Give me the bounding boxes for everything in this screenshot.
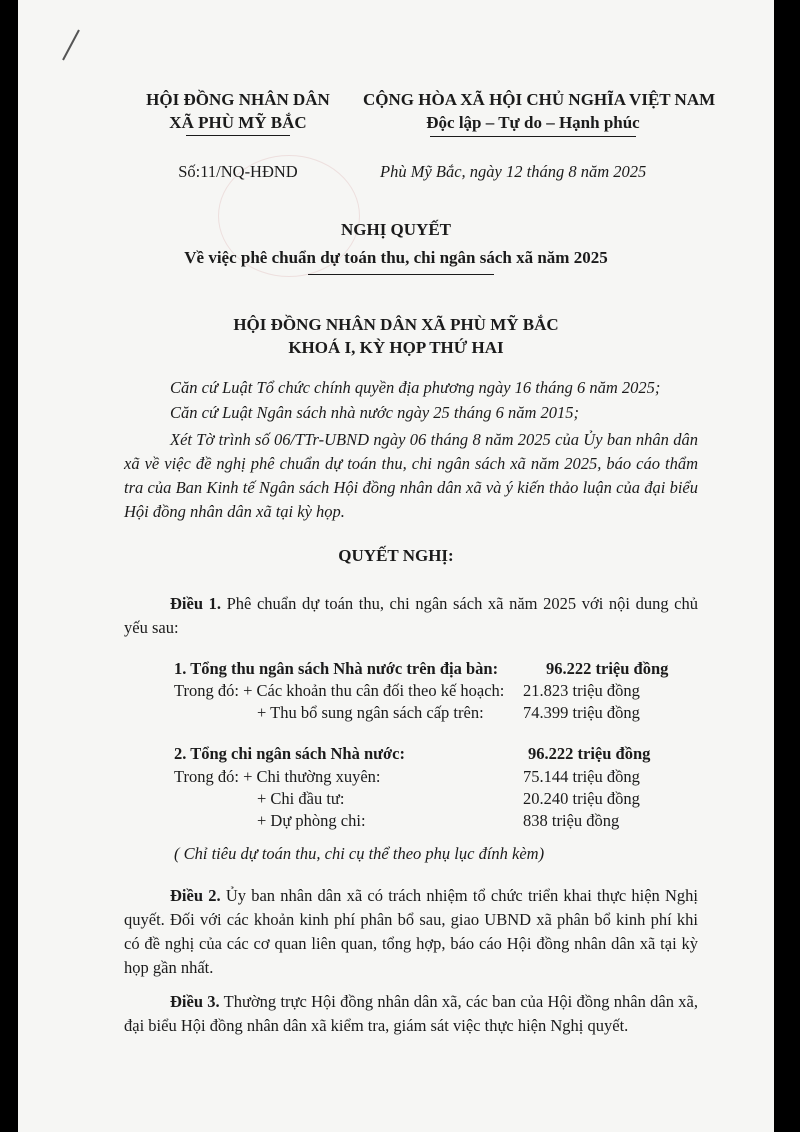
header-country: CỘNG HÒA XÃ HỘI CHỦ NGHĨA VIỆT NAM [363, 90, 716, 109]
expenditure-item-3-value: 838 triệu đồng [523, 811, 620, 830]
document-type: NGHỊ QUYẾT [340, 220, 452, 239]
preamble-consideration: Xét Tờ trình số 06/TTr-UBND ngày 06 tháng 8 năm 2025 của Ủy ban nhân dân xã về việc đề nghị phê chuẩn dự toán thu, chi ngân sách xã năm 2025, báo cáo thẩm tra của Ban Kinh tế Ngân sách Hội đồng nhân dân xã và ý kiến thảo luận của đại biểu Hội đồng nhân dân xã tại kỳ họp. [124, 430, 698, 521]
place-date: Phù Mỹ Bắc, ngày 12 tháng 8 năm 2025 [380, 162, 647, 181]
issuer-name: HỘI ĐỒNG NHÂN DÂN XÃ PHÙ MỸ BẮC [233, 315, 559, 334]
document-number: Số:11/NQ-HĐND [178, 162, 298, 181]
preamble-basis-2: Căn cứ Luật Ngân sách nhà nước ngày 25 tháng 6 năm 2015; [170, 403, 580, 422]
appendix-note: ( Chỉ tiêu dự toán thu, chi cụ thể theo phụ lục đính kèm) [174, 844, 545, 863]
expenditure-title: 2. Tổng chi ngân sách Nhà nước: [174, 744, 405, 763]
subject-underline [308, 274, 494, 275]
pen-mark [62, 30, 80, 61]
article-1-label: Điều 1. [170, 594, 221, 613]
article-1-text: Phê chuẩn dự toán thu, chi ngân sách xã năm 2025 với nội dung chủ yếu sau: [124, 594, 698, 637]
header-right-underline [430, 136, 636, 137]
header-left-underline [186, 135, 290, 136]
header-motto: Độc lập – Tự do – Hạnh phúc [426, 113, 640, 132]
header-commune: XÃ PHÙ MỸ BẮC [169, 113, 307, 132]
article-3-label: Điều 3. [170, 992, 220, 1011]
revenue-total: 96.222 triệu đồng [546, 659, 669, 678]
article-2-label: Điều 2. [170, 886, 221, 905]
revenue-item-1-value: 21.823 triệu đồng [523, 681, 640, 700]
revenue-item-1-label: Trong đó: + Các khoản thu cân đối theo kế hoạch: [174, 681, 505, 700]
expenditure-item-3-label: + Dự phòng chi: [257, 811, 366, 830]
expenditure-item-1-value: 75.144 triệu đồng [523, 767, 640, 786]
document-page [18, 0, 774, 1132]
revenue-item-2-label: + Thu bổ sung ngân sách cấp trên: [257, 703, 484, 722]
expenditure-total: 96.222 triệu đồng [528, 744, 651, 763]
article-3-text: Thường trực Hội đồng nhân dân xã, các ban của Hội đồng nhân dân xã, đại biểu Hội đồng nhân dân xã kiểm tra, giám sát việc thực hiện Nghị quyết. [124, 992, 698, 1035]
article-2 [124, 884, 698, 980]
article-3 [124, 990, 698, 1038]
revenue-item-2-value: 74.399 triệu đồng [523, 703, 640, 722]
expenditure-item-2-label: + Chi đầu tư: [257, 789, 345, 808]
expenditure-item-1-label: Trong đó: + Chi thường xuyên: [174, 767, 381, 786]
header-council: HỘI ĐỒNG NHÂN DÂN [146, 90, 330, 109]
decision-heading: QUYẾT NGHỊ: [338, 546, 454, 565]
expenditure-item-2-value: 20.240 triệu đồng [523, 789, 640, 808]
article-2-text: Ủy ban nhân dân xã có trách nhiệm tổ chức triển khai thực hiện Nghị quyết. Đối với các khoản kinh phí phân bổ sau, giao UBND xã phân bổ kinh phí khi có đề nghị của các cơ quan liên quan, tổng hợp, báo cáo Hội đồng nhân dân xã tại kỳ họp gần nhất. [124, 886, 699, 977]
article-1 [124, 592, 698, 640]
preamble-basis-1: Căn cứ Luật Tổ chức chính quyền địa phương ngày 16 tháng 6 năm 2025; [170, 378, 661, 397]
issuer-session: KHOÁ I, KỲ HỌP THỨ HAI [288, 338, 504, 357]
revenue-title: 1. Tổng thu ngân sách Nhà nước trên địa bàn: [174, 659, 499, 678]
document-subject: Về việc phê chuẩn dự toán thu, chi ngân sách xã năm 2025 [184, 248, 608, 267]
